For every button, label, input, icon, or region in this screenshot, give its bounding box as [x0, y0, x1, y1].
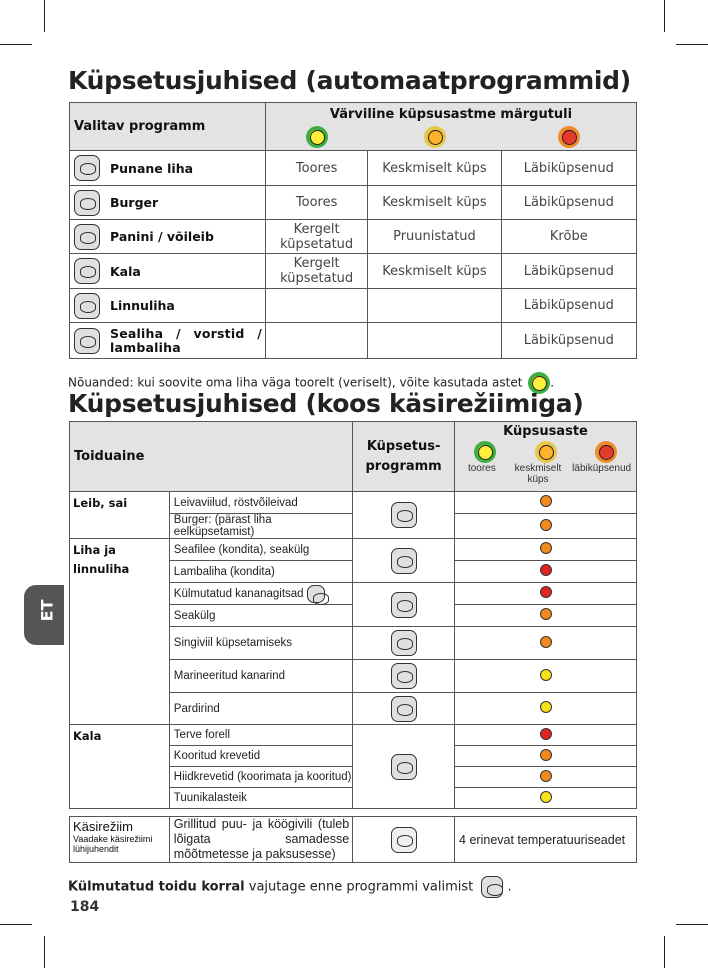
indicator-green-icon: [474, 441, 496, 463]
doneness-dot: [540, 542, 552, 554]
indicator-orange-icon: [535, 441, 557, 463]
manual-food: Grillitud puu- ja köögivili (tuleb lõigata samadesse mõõtmetesse ja paksusesse): [169, 817, 352, 863]
doneness-dot: [540, 586, 552, 598]
auto-programs-table: [69, 102, 637, 359]
snowflake-icon: [307, 585, 325, 603]
burger-icon: [74, 190, 100, 216]
level-medium: Pruunistatud: [368, 220, 501, 254]
frozen-note-text: vajutage enne programmi valimist: [248, 879, 474, 895]
program-name: Linnuliha: [110, 298, 175, 313]
language-tab: [24, 585, 64, 645]
red-meat-icon: [391, 548, 417, 574]
panini-icon: [391, 630, 417, 656]
program-name: Punane liha: [110, 160, 194, 176]
level-rare: [266, 323, 368, 359]
program-name: Panini / võileib: [110, 229, 214, 244]
red-meat-icon: [391, 592, 417, 618]
food-row: [70, 539, 637, 561]
thermometer-icon: [391, 827, 417, 853]
level-label-raw: toores: [467, 463, 496, 474]
header-program: Valitav programm: [70, 103, 266, 151]
indicator-green-icon: [306, 126, 328, 148]
program-row: [70, 151, 637, 186]
snowflake-icon: [481, 876, 503, 898]
doneness-dot: [540, 636, 552, 648]
tip-text: Nõuanded: kui soovite oma liha väga toorelt (veriselt), võite kasutada astet: [68, 375, 523, 390]
fish-icon: [391, 754, 417, 780]
level-done: Krõbe: [501, 220, 636, 254]
level-medium: Keskmiselt küps: [368, 151, 501, 186]
header-food: Toiduaine: [70, 422, 353, 492]
program-row: [70, 254, 637, 289]
food-item: Terve forell: [169, 725, 352, 746]
level-rare: Toores: [266, 151, 368, 186]
doneness-dot: [540, 495, 552, 507]
program-name: Kala: [110, 263, 141, 279]
page-title-manual: Küpsetusjuhised (koos käsirežiimiga): [68, 389, 584, 418]
red-meat-icon: [74, 155, 100, 181]
header-level: Küpsusaste: [503, 424, 588, 439]
level-done: Läbiküpsenud: [501, 254, 636, 289]
level-done: Läbiküpsenud: [501, 323, 636, 359]
level-done: Läbiküpsenud: [501, 186, 636, 220]
food-item: Burger: (pärast liha eelküpsetamist): [169, 514, 352, 539]
doneness-dot: [540, 669, 552, 681]
level-rare: Kergelt küpsetatud: [266, 220, 368, 254]
manual-mode-title: Käsirežiim: [73, 819, 133, 834]
doneness-dot: [540, 519, 552, 531]
level-done: Läbiküpsenud: [501, 151, 636, 186]
food-item: Lambaliha (kondita): [169, 561, 352, 583]
panini-icon: [74, 224, 100, 250]
level-rare: Kergelt küpsetatud: [266, 254, 368, 289]
program-name: Burger: [110, 195, 159, 210]
level-medium: [368, 323, 501, 359]
level-done: Läbiküpsenud: [501, 289, 636, 323]
tip-note: Nõuanded: kui soovite oma liha väga toorelt (veriselt), võite kasutada astet .: [68, 372, 554, 394]
header-cook-program: Küpsetus-programm: [353, 422, 455, 492]
level-rare: Toores: [266, 186, 368, 220]
food-item: Kooritud krevetid: [169, 746, 352, 767]
poultry-icon: [74, 293, 100, 319]
level-medium: Keskmiselt küps: [368, 186, 501, 220]
program-row: [70, 289, 637, 323]
doneness-dot: [540, 791, 552, 803]
food-item: Seafilee (kondita), seakülg: [169, 539, 352, 561]
food-item: Tuunikalasteik: [169, 788, 352, 809]
food-item: Marineeritud kanarind: [169, 660, 352, 693]
food-item: Seakülg: [169, 605, 352, 627]
indicator-orange-icon: [424, 126, 446, 148]
food-row: [70, 725, 637, 746]
program-row: [70, 186, 637, 220]
food-item: Külmutatud kananagitsad: [169, 583, 352, 605]
header-indicator: Värviline küpsusastme märgutuli: [329, 107, 573, 122]
indicator-red-icon: [558, 126, 580, 148]
doneness-dot: [540, 749, 552, 761]
doneness-dot: [540, 728, 552, 740]
page-number: 184: [70, 899, 100, 915]
level-rare: [266, 289, 368, 323]
food-category: Liha ja linnuliha: [70, 539, 170, 725]
level-medium: Keskmiselt küps: [368, 254, 501, 289]
manual-table: [69, 421, 637, 863]
doneness-dot: [540, 608, 552, 620]
page-title-auto: Küpsetusjuhised (automaatprogrammid): [68, 66, 631, 95]
sausage-icon: [391, 696, 417, 722]
language-tab-label: ET: [37, 599, 57, 622]
level-label-done: läbiküpsenud: [572, 463, 632, 474]
panini-icon: [391, 502, 417, 528]
fish-icon: [74, 258, 100, 284]
poultry-icon: [391, 663, 417, 689]
level-medium: [368, 289, 501, 323]
doneness-dot: [540, 701, 552, 713]
program-row: [70, 220, 637, 254]
frozen-note: Külmutatud toidu korral vajutage enne programmi valimist .: [68, 876, 512, 898]
indicator-red-icon: [595, 441, 617, 463]
sausage-icon: [74, 328, 100, 354]
food-category: Leib, sai: [70, 492, 170, 539]
level-label-medium: keskmiselt küps: [514, 463, 562, 485]
food-item: Hiidkrevetid (koorimata ja kooritud): [169, 767, 352, 788]
doneness-dot: [540, 564, 552, 576]
food-item: Pardirind: [169, 693, 352, 725]
food-row: [70, 492, 637, 514]
manual-result: 4 erinevat temperatuuriseadet: [455, 817, 637, 863]
program-name: Sealiha / vorstid / lambaliha: [110, 325, 262, 355]
manual-mode-subtitle: Vaadake käsirežiimi lühijuhendit: [73, 834, 153, 854]
food-item: Singiviil küpsetamiseks: [169, 627, 352, 660]
frozen-note-bold: Külmutatud toidu korral: [68, 879, 245, 895]
food-item: Leivaviilud, röstvõileivad: [169, 492, 352, 514]
doneness-dot: [540, 770, 552, 782]
program-row: [70, 323, 637, 359]
food-category: Kala: [70, 725, 170, 809]
